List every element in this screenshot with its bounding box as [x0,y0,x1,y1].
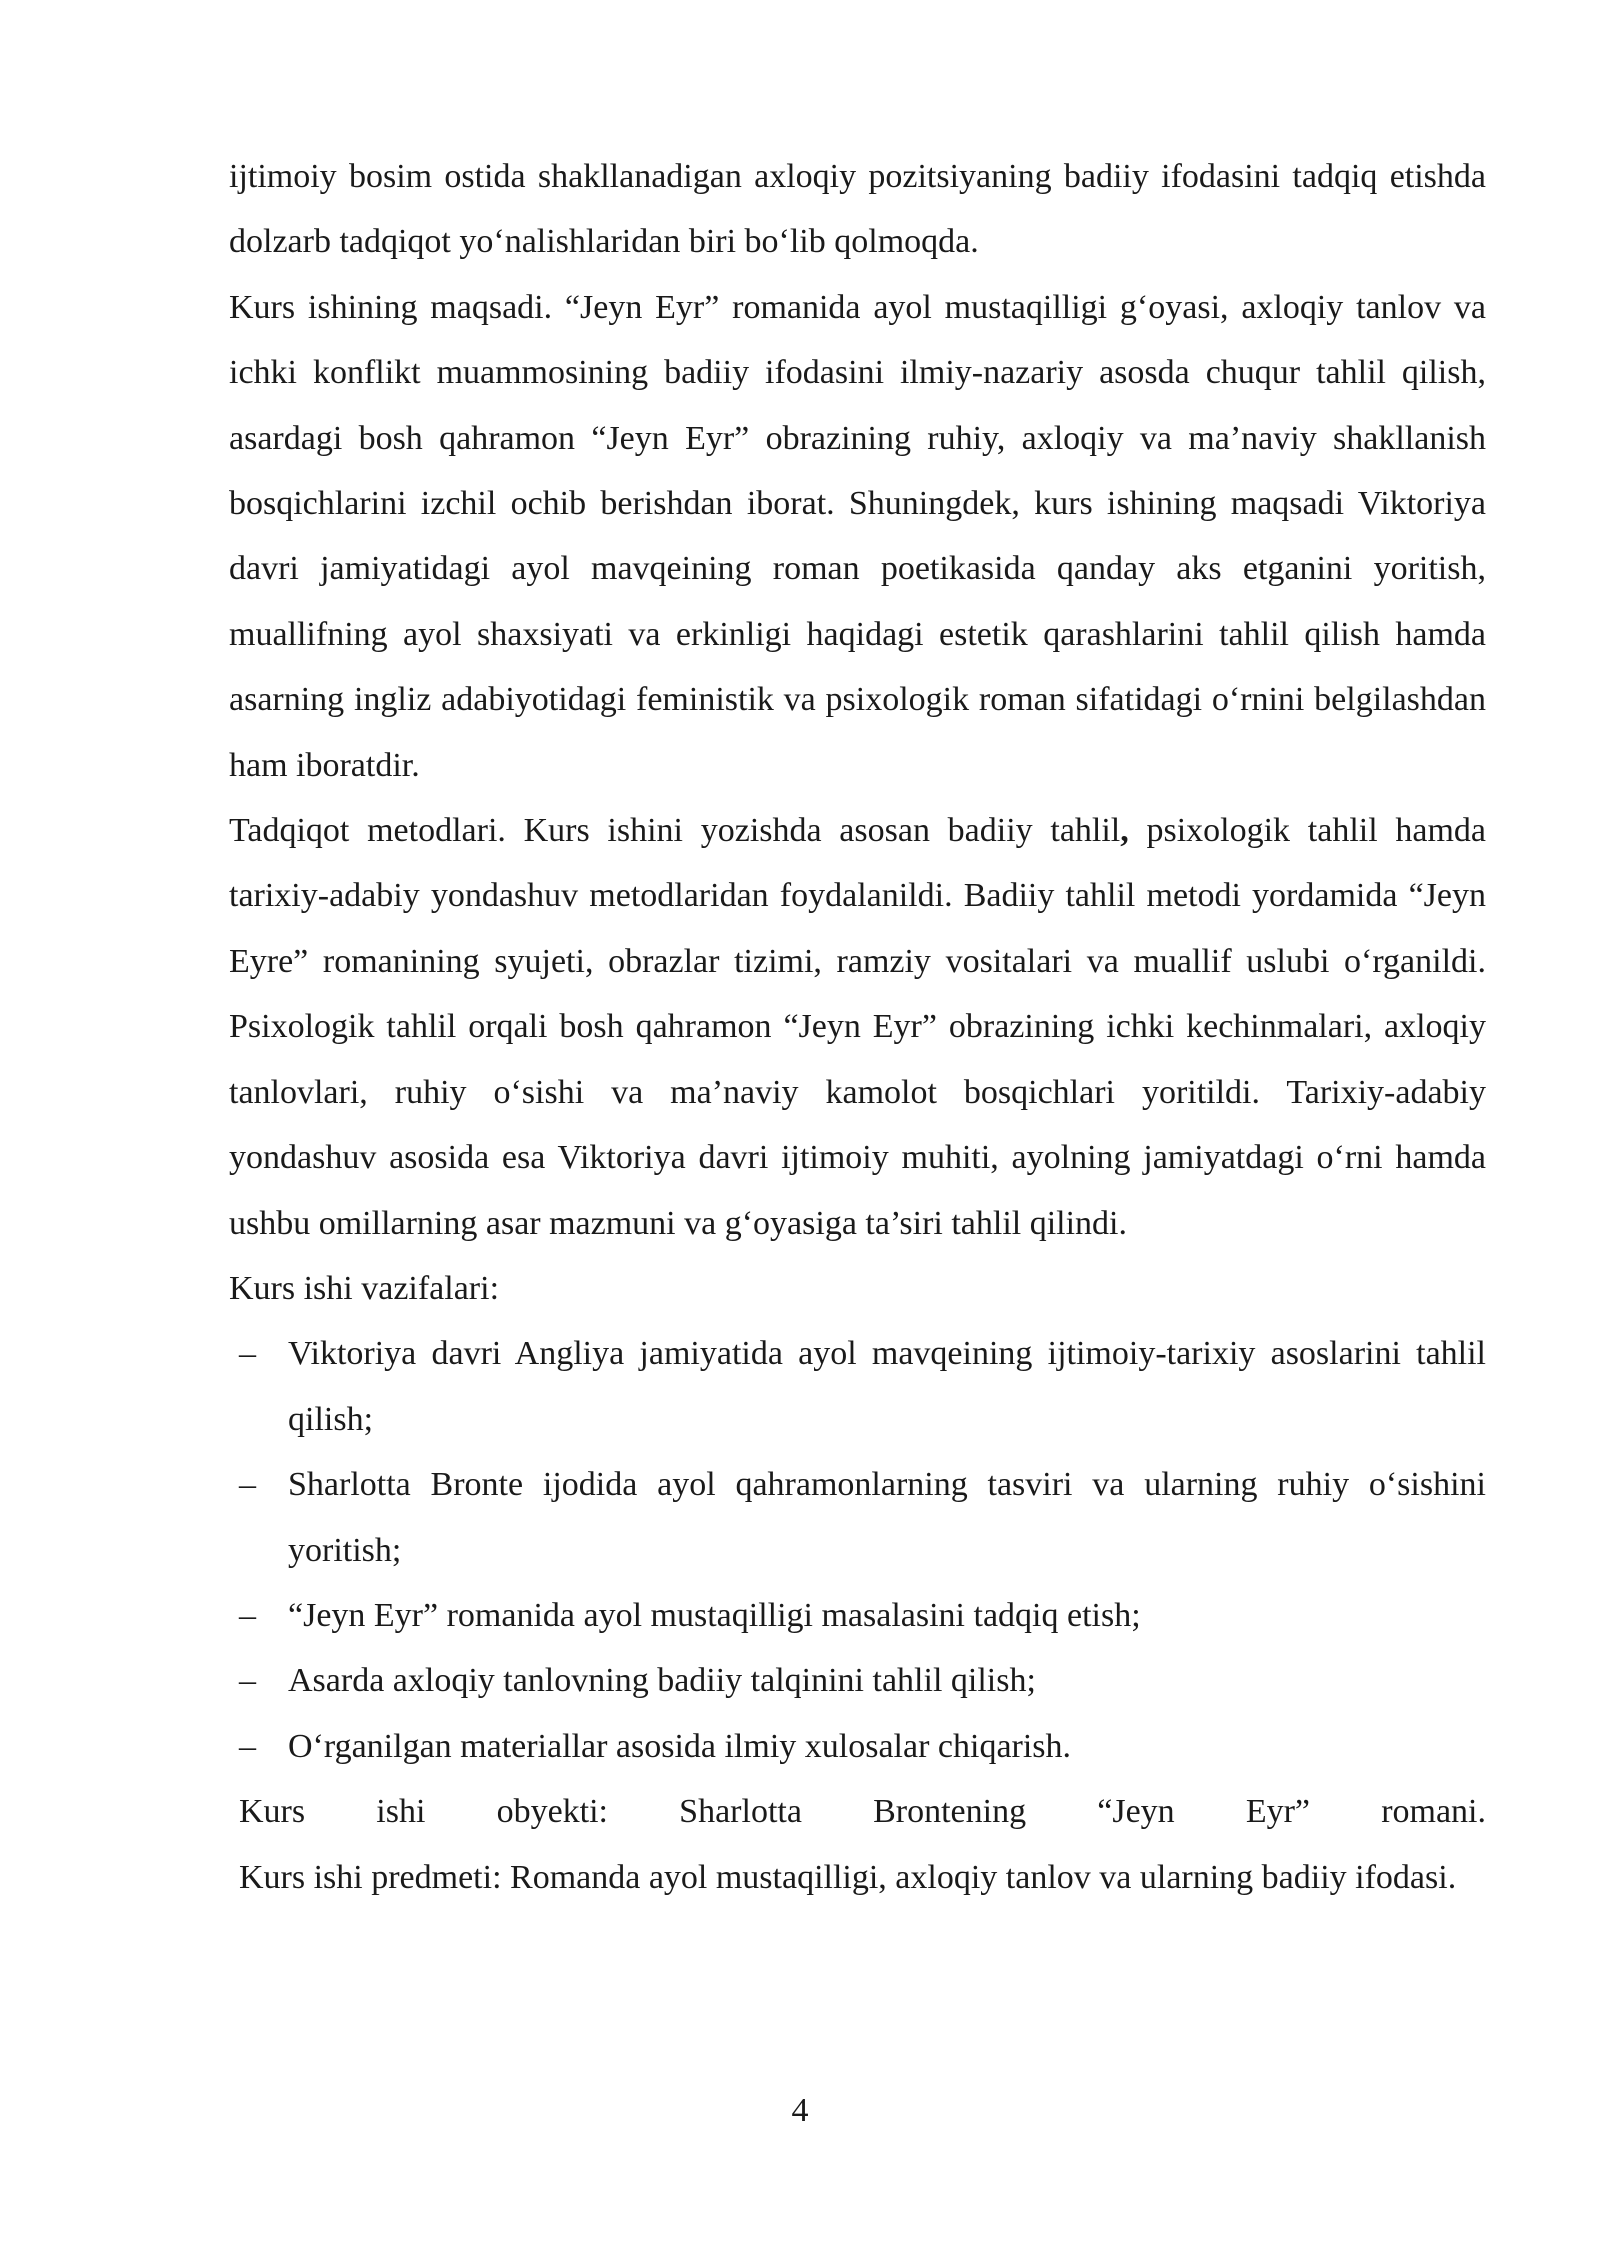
aim-paragraph: Kurs ishining maqsadi. “Jeyn Eyr” romanida ayol mustaqilligi g‘oyasi, axloqiy tanlov va ichki konflikt muammosining badiiy ifodasini ilmiy-nazariy asosda chuqur tahlil qilish, asardagi bosh qahramon “Jeyn Eyr” obrazining ruhiy, axloqiy va ma’naviy shakllanish bosqichlarini izchil ochib berishdan iborat. Shuningdek, kurs ishining maqsadi Viktoriya davri jamiyatidagi ayol mavqeining roman poetikasida qanday aks etganini yoritish, muallifning ayol shaxsiyati va erkinligi haqidagi estetik qarashlarini tahlil qilish hamda asarning ingliz adabiyotidagi feministik va psixologik roman sifatidagi o‘rnini belgilashdan ham iboratdir. [229,288,1486,784]
dash-bullet: – [239,1662,256,1700]
task-text: Viktoriya davri Angliya jamiyatida ayol mavqeining ijtimoiy-tarixiy asoslarini tahlil qilish; [288,1335,1486,1438]
object-subject-block [229,1779,1486,1910]
methods-text-start: Tadqiqot metodlari. Kurs ishini yozishda asosan badiiy tahlil [229,812,1121,850]
task-text: “Jeyn Eyr” romanida ayol mustaqilligi masalasini tadqiq etish; [288,1596,1141,1634]
task-text: Sharlotta Bronte ijodida ayol qahramonlarning tasviri va ularning ruhiy o‘sishini yoritish; [288,1466,1486,1569]
tasks-list [229,1321,1486,1779]
page-number: 4 [791,2092,809,2129]
dash-bullet: – [239,1466,256,1504]
list-item [229,1452,1486,1583]
dash-bullet: – [239,1727,256,1765]
page-body [229,144,1486,1910]
task-text: O‘rganilgan materiallar asosida ilmiy xulosalar chiqarish. [288,1727,1072,1765]
object-paragraph: Kurs ishi obyekti: Sharlotta Brontening “Jeyn Eyr” romani. [239,1793,1486,1831]
methods-bold-comma: , [1120,812,1129,850]
list-item [229,1648,1486,1713]
tasks-heading: Kurs ishi vazifalari: [229,1269,500,1307]
list-item [229,1583,1486,1648]
task-text: Asarda axloqiy tanlovning badiiy talqinini tahlil qilish; [288,1662,1036,1700]
dash-bullet: – [239,1335,256,1373]
subject-paragraph: Kurs ishi predmeti: Romanda ayol mustaqilligi, axloqiy tanlov va ularning badiiy ifodasi. [239,1858,1457,1896]
dash-bullet: – [239,1596,256,1634]
methods-text-end: psixologik tahlil hamda tarixiy-adabiy yondashuv metodlaridan foydalanildi. Badiiy tahlil metodi yordamida “Jeyn Eyre” romanining syujeti, obrazlar tizimi, ramziy vositalari va muallif uslubi o‘rganildi. Psixologik tahlil orqali bosh qahramon “Jeyn Eyr” obrazining ichki kechinmalari, axloqiy tanlovlari, ruhiy o‘sishi va ma’naviy kamolot bosqichlari yoritildi. Tarixiy-adabiy yondashuv asosida esa Viktoriya davri ijtimoiy muhiti, ayolning jamiyatdagi o‘rni hamda ushbu omillarning asar mazmuni va g‘oyasiga ta’siri tahlil qilindi. [229,812,1487,1242]
list-item [229,1714,1486,1779]
continuation-paragraph: ijtimoiy bosim ostida shakllanadigan axloqiy pozitsiyaning badiiy ifodasini tadqiq etishda dolzarb tadqiqot yo‘nalishlaridan biri bo‘lib qolmoqda. [229,158,1486,261]
list-item [229,1321,1486,1452]
methods-paragraph [229,798,1486,1256]
